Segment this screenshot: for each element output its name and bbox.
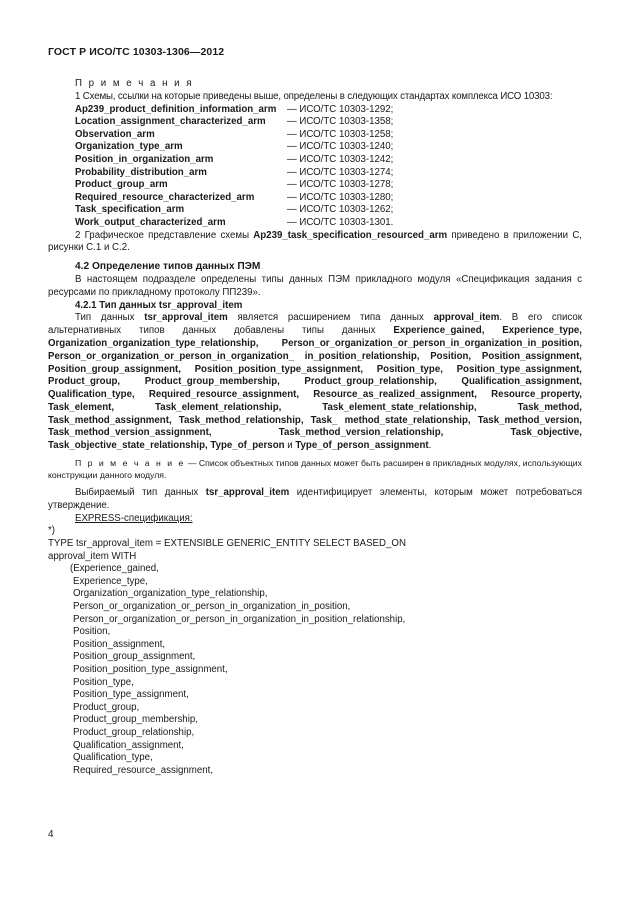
code-line: Position,	[73, 626, 111, 638]
arm-name: Product_group_arm	[75, 179, 168, 191]
code-line: Position_group_assignment,	[73, 651, 196, 663]
arm-standard-ref: — ИСО/ТС 10303-1240;	[287, 141, 394, 153]
p1-text-4: и	[284, 440, 296, 452]
arm-name: Location_assignment_characterized_arm	[75, 116, 266, 128]
notes-title: П р и м е ч а н и я	[75, 78, 194, 89]
code-line: Position_type_assignment,	[73, 689, 189, 701]
arm-row	[75, 179, 582, 192]
arm-standard-ref: — ИСО/ТС 10303-1242;	[287, 153, 394, 165]
note-2-tail: приведено в приложении С, рисунки С.1 и С.2.	[48, 229, 583, 254]
arm-standard-ref: — ИСО/ТС 10303-1274;	[287, 166, 394, 178]
code-line: Qualification_type,	[73, 752, 153, 764]
arm-row	[75, 167, 582, 180]
p1-last-type: Type_of_person_assignment	[295, 440, 429, 452]
p1-text-1: Тип данных	[75, 312, 145, 324]
note-2-schema-name: Ap239_task_specification_resourced_arm	[253, 229, 448, 241]
p1-type-list: Experience_gained, Experience_type, Organization_organization_type_relationship, Person_or_organization_or_person_in_organization_in_position, Person_or_organization_or_person_in_organization_ in_position_relationship, Position, Position_assignment, Position_group_assignment, Position_position_type_assignment, Position_type, Position_type_assignment, Product_group, Product_group_membership, Product_group_relationship, Qualification_assignment, Qualification_type, Required_resource_assignment, Resource_as_realized_assignment, Resource_property, Task_element, Task_element_relationship, Task_element_state_relationship, Task_method, Task_method_assignment, Task_method_relationship, Task_ method_state_relationship, Task_method_version, Task_method_version_assignment, Task_method_version_relationship, Task_objective, Task_objective_state_relationship, Type_of_person	[48, 325, 582, 452]
code-line: Required_resource_assignment,	[73, 764, 214, 776]
p2-text-1: Выбираемый тип данных	[75, 487, 206, 499]
arm-name: Probability_distribution_arm	[75, 166, 207, 178]
arm-name: Ap239_product_definition_information_arm	[75, 103, 277, 115]
arm-row	[75, 204, 582, 217]
section-4-2-1-paragraph	[48, 312, 582, 453]
code-line: Position_assignment,	[73, 638, 166, 650]
p2-text-2: идентифицирует элементы, которым может потребоваться утверждение.	[48, 487, 582, 511]
arm-standard-ref: — ИСО/ТС 10303-1280;	[287, 191, 394, 203]
code-line: *)	[48, 525, 55, 537]
note-1-intro: 1 Схемы, ссылки на которые приведены выше, определены в следующих стандартах комплекса ИСО 10303:	[75, 90, 553, 102]
p1-text-2: является расширением типа данных	[227, 312, 434, 324]
note-3	[48, 458, 582, 481]
arm-row	[75, 141, 582, 154]
code-line: Organization_organization_type_relationship,	[73, 588, 268, 600]
arm-list	[48, 104, 582, 230]
code-line: approval_item WITH	[48, 550, 137, 562]
code-line: Person_or_organization_or_person_in_organization_in_position,	[73, 601, 351, 613]
arm-name: Organization_type_arm	[75, 141, 183, 153]
arm-row	[75, 154, 582, 167]
section-4-2-text: В настоящем подразделе определены типы данных ПЭМ прикладного модуля «Спецификация задания с ресурсами по прикладному протоколу ПП239».	[48, 273, 582, 298]
p1-text-3: . В его список альтернативных типов данных добавлены типы данных	[48, 312, 582, 337]
arm-name: Task_specification_arm	[75, 204, 185, 216]
page-content	[48, 78, 582, 777]
note-2-text: 2 Графическое представление схемы	[75, 229, 254, 241]
code-line: Position_position_type_assignment,	[73, 664, 228, 675]
p1-type-name: tsr_approval_item	[144, 312, 228, 324]
arm-row	[75, 129, 582, 142]
section-4-2-title: 4.2 Определение типов данных ПЭМ	[75, 261, 261, 273]
p2-type-name: tsr_approval_item	[205, 487, 290, 499]
arm-standard-ref: — ИСО/ТС 10303-1301.	[287, 216, 394, 228]
arm-name: Observation_arm	[75, 128, 155, 140]
note-3-label: П р и м е ч а н и е	[75, 458, 186, 469]
code-line: Person_or_organization_or_person_in_organization_in_position_relationship,	[73, 613, 406, 625]
arm-row	[75, 104, 582, 117]
code-line: Experience_type,	[73, 575, 148, 587]
arm-row	[75, 116, 582, 129]
paragraph-selection	[48, 487, 582, 513]
arm-standard-ref: — ИСО/ТС 10303-1278;	[287, 179, 394, 191]
arm-standard-ref: — ИСО/ТС 10303-1262;	[287, 204, 394, 216]
arm-name: Work_output_characterized_arm	[75, 216, 226, 228]
code-line: Product_group_membership,	[73, 714, 198, 726]
arm-standard-ref: — ИСО/ТС 10303-1292;	[287, 103, 394, 115]
code-line: Qualification_assignment,	[73, 739, 184, 751]
arm-standard-ref: — ИСО/ТС 10303-1258;	[287, 128, 394, 140]
arm-row	[75, 217, 582, 230]
note-3-text: — Список объектных типов данных может быть расширен в прикладных модулях, использующих конструкции данного модуля.	[48, 458, 583, 480]
page-number: 4	[48, 829, 54, 840]
note-2	[48, 230, 582, 256]
p1-base-type: approval_item	[433, 312, 500, 324]
arm-row	[75, 192, 582, 205]
arm-standard-ref: — ИСО/ТС 10303-1358;	[287, 116, 394, 128]
p1-text-5: .	[428, 440, 432, 452]
section-4-2-1-title: 4.2.1 Тип данных tsr_approval_item	[75, 299, 243, 311]
express-label-row	[48, 513, 582, 526]
code-line: Position_type,	[73, 676, 134, 688]
document-header: ГОСТ Р ИСО/ТС 10303-1306—2012	[48, 46, 225, 58]
express-label: EXPRESS-спецификация:	[75, 512, 193, 524]
arm-name: Required_resource_characterized_arm	[75, 191, 255, 203]
arm-name: Position_in_organization_arm	[75, 153, 214, 165]
code-line: (Experience_gained,	[70, 563, 159, 575]
express-code-block	[48, 525, 582, 777]
code-line: Product_group,	[73, 701, 140, 713]
code-line: Product_group_relationship,	[73, 726, 195, 738]
code-line: TYPE tsr_approval_item = EXTENSIBLE GENERIC_ENTITY SELECT BASED_ON	[48, 538, 406, 550]
